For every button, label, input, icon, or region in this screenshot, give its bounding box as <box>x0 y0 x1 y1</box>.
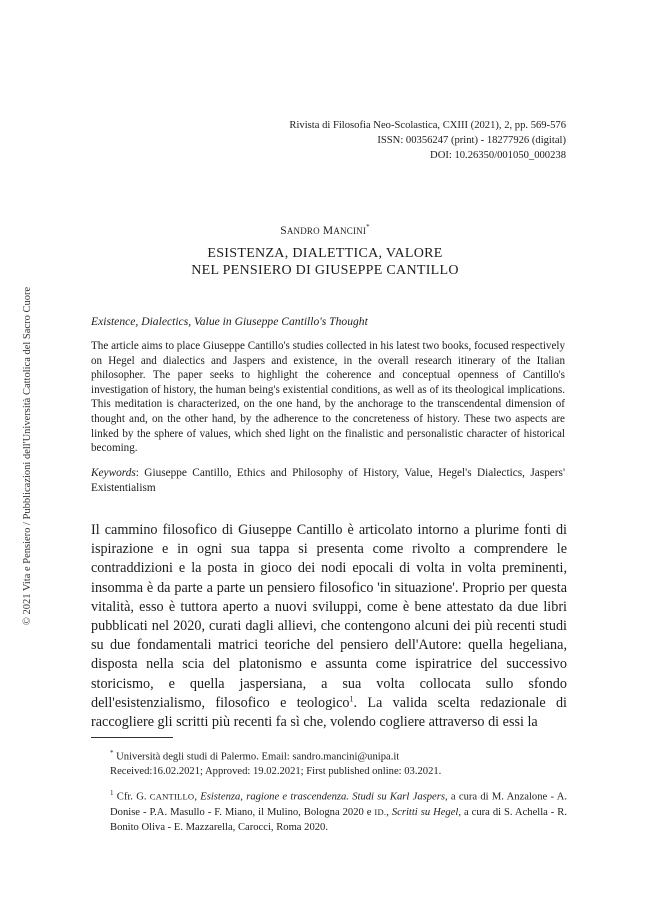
footnote-ref-1: 1 <box>349 694 354 704</box>
keywords <box>91 466 565 496</box>
doi-line: DOI: 10.26350/001050_000238 <box>430 150 566 161</box>
footnote-separator <box>91 737 173 738</box>
journal-citation: Rivista di Filosofia Neo-Scolastica, CXIII (2021), 2, pp. 569-576 <box>289 120 566 131</box>
body-paragraph: Il cammino filosofico di Giuseppe Cantillo è articolato intorno a plurime fonti di ispirazione e in ogni sua tappa si presenta come rivolto a comprendere le contraddizioni e la posta in gioco dei nodi epocali di volta in volta preminenti, insomma è da parte a parte un pensiero filosofico 'in situazione'. Proprio per questa vitalità, esso è tuttora aperto a nuovi sviluppi, come è bene attestato da due libri pubblicati nel 2020, curati dagli allievi, che contengono alcuni dei più recenti studi su due fondamentali matrici teoriche del pensiero dell'Autore: quella hegeliana, disposta nella scia del platonismo e assunta come ispiratrice del successivo storicismo, e quella jaspersiana, a sua volta collocata sullo sfondo dell'esistenzialismo, filosofico e teologico$^1$. La valida scelta redazionale di raccogliere gli scritti più recenti fa sì che, volendo cogliere attraverso di essi la <box>91 522 567 731</box>
footnote-1: $^1$ Cfr. G. CANTILLO, Esistenza, ragione e trascendenza. Studi su Karl Jaspers, a cura di M. Anzalone - A. Donise - P.A. Masullo - F. Miano, il Mulino, Bologna 2020 e ID., Scritti su Hegel, a cura di S. Achella - R. Bonito Oliva - E. Mazzarella, Carocci, Roma 2020. <box>110 789 568 833</box>
title-line-1: ESISTENZA, DIALETTICA, VALORE <box>207 246 443 261</box>
copyright-side-note: © 2021 Vita e Pensiero / Pubblicazioni dell'Università Cattolica del Sacro Cuore <box>22 286 33 626</box>
issn-line: ISSN: 00356247 (print) - 18277926 (digital) <box>377 135 566 146</box>
title-line-2: NEL PENSIERO DI GIUSEPPE CANTILLO <box>191 263 459 278</box>
footnote-author: * Università degli studi di Palermo. Email: sandro.mancini@unipa.it Received:16.02.2021; Approved: 19.02.2021; First published online: 03.2021. <box>110 749 442 778</box>
english-title: Existence, Dialectics, Value in Giuseppe Cantillo's Thought <box>91 315 368 328</box>
keywords-text: : Giuseppe Cantillo, Ethics and Philosophy of History, Value, Hegel's Dialectics, Jaspers' Existentialism <box>91 467 565 494</box>
journal-header <box>146 118 566 163</box>
author-footnote-marker: * <box>366 223 370 231</box>
keywords-label: Keywords <box>91 467 136 479</box>
abstract: The article aims to place Giuseppe Cantillo's studies collected in his latest two books, focused respectively on Hegel and dialectics and Jaspers and existence, in the overall research itinerary of the Italian philosopher. The paper seeks to highlight the coherence and conceptual openness of Cantillo's investigation of history, the human being's existential conditions, as well as of its theological implications. This meditation is characterized, on the one hand, by the anchorage to the transcendental dimension of thought and, on the other hand, by the adherence to the concreteness of history. These two aspects are linked by the sphere of values, which shed light on the finalistic and personalistic character of historical becoming. <box>91 340 565 455</box>
article-title <box>0 245 650 279</box>
author-name: SANDRO MANCINI* <box>280 223 370 237</box>
